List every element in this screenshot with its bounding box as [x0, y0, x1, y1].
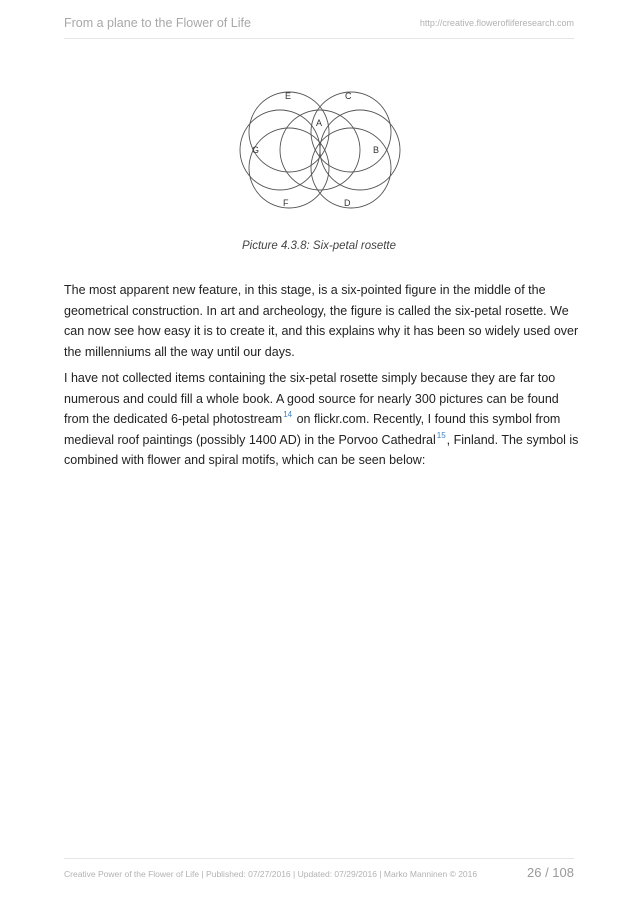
- circle-e: [249, 92, 329, 172]
- page-footer: [64, 858, 574, 889]
- footnote-ref-15[interactable]: 15: [436, 430, 446, 440]
- paragraph-2-text-b: on flickr.com. Recently, I found this symbol from medieval roof paintings (possibly 1400 AD) in the Porvoo Cathedral: [64, 412, 561, 447]
- footnote-ref-14[interactable]: 14: [283, 410, 293, 419]
- label-a: A: [316, 118, 323, 128]
- document-title: From a plane to the Flower of Life: [64, 16, 251, 30]
- site-url[interactable]: http://creative.flowerofliferesearch.com: [419, 18, 574, 28]
- label-c: C: [345, 91, 352, 101]
- paragraph-2-text-c: , Finland. The symbol is combined with flower and spiral motifs, which can be seen below:: [64, 432, 579, 467]
- paragraph-2-text-a: I have not collected items containing the six-petal rosette simply because they are far too numerous and could fill a whole book. A good source for nearly 300 pictures can be found from the dedicated 6-petal photostream: [64, 371, 559, 426]
- page-header: [64, 10, 574, 39]
- label-e: E: [285, 91, 292, 101]
- circle-d: [311, 128, 391, 208]
- rosette-diagram: [230, 76, 410, 226]
- circle-c: [311, 92, 391, 172]
- label-b: B: [373, 145, 380, 155]
- label-f: F: [283, 198, 289, 208]
- six-petal-rosette-figure: [230, 76, 410, 226]
- label-d: D: [344, 198, 351, 208]
- page-number: 26 / 108: [527, 865, 574, 880]
- footer-meta: Creative Power of the Flower of Life | Published: 07/27/2016 | Updated: 07/29/2016 | Marko Manninen © 2016: [64, 869, 478, 879]
- figure-caption: Picture 4.3.8: Six-petal rosette: [241, 240, 397, 252]
- paragraph-2: [64, 368, 584, 471]
- circle-f: [249, 128, 329, 208]
- paragraph-1: The most apparent new feature, in this stage, is a six-pointed figure in the middle of the geometrical construction. In art and archeology, the figure is called the six-petal rosette. We can now see how easy it is to create it, and this explains why it has been so widely used over the millenniums all the way until our days.: [64, 283, 579, 359]
- label-g: G: [252, 145, 260, 155]
